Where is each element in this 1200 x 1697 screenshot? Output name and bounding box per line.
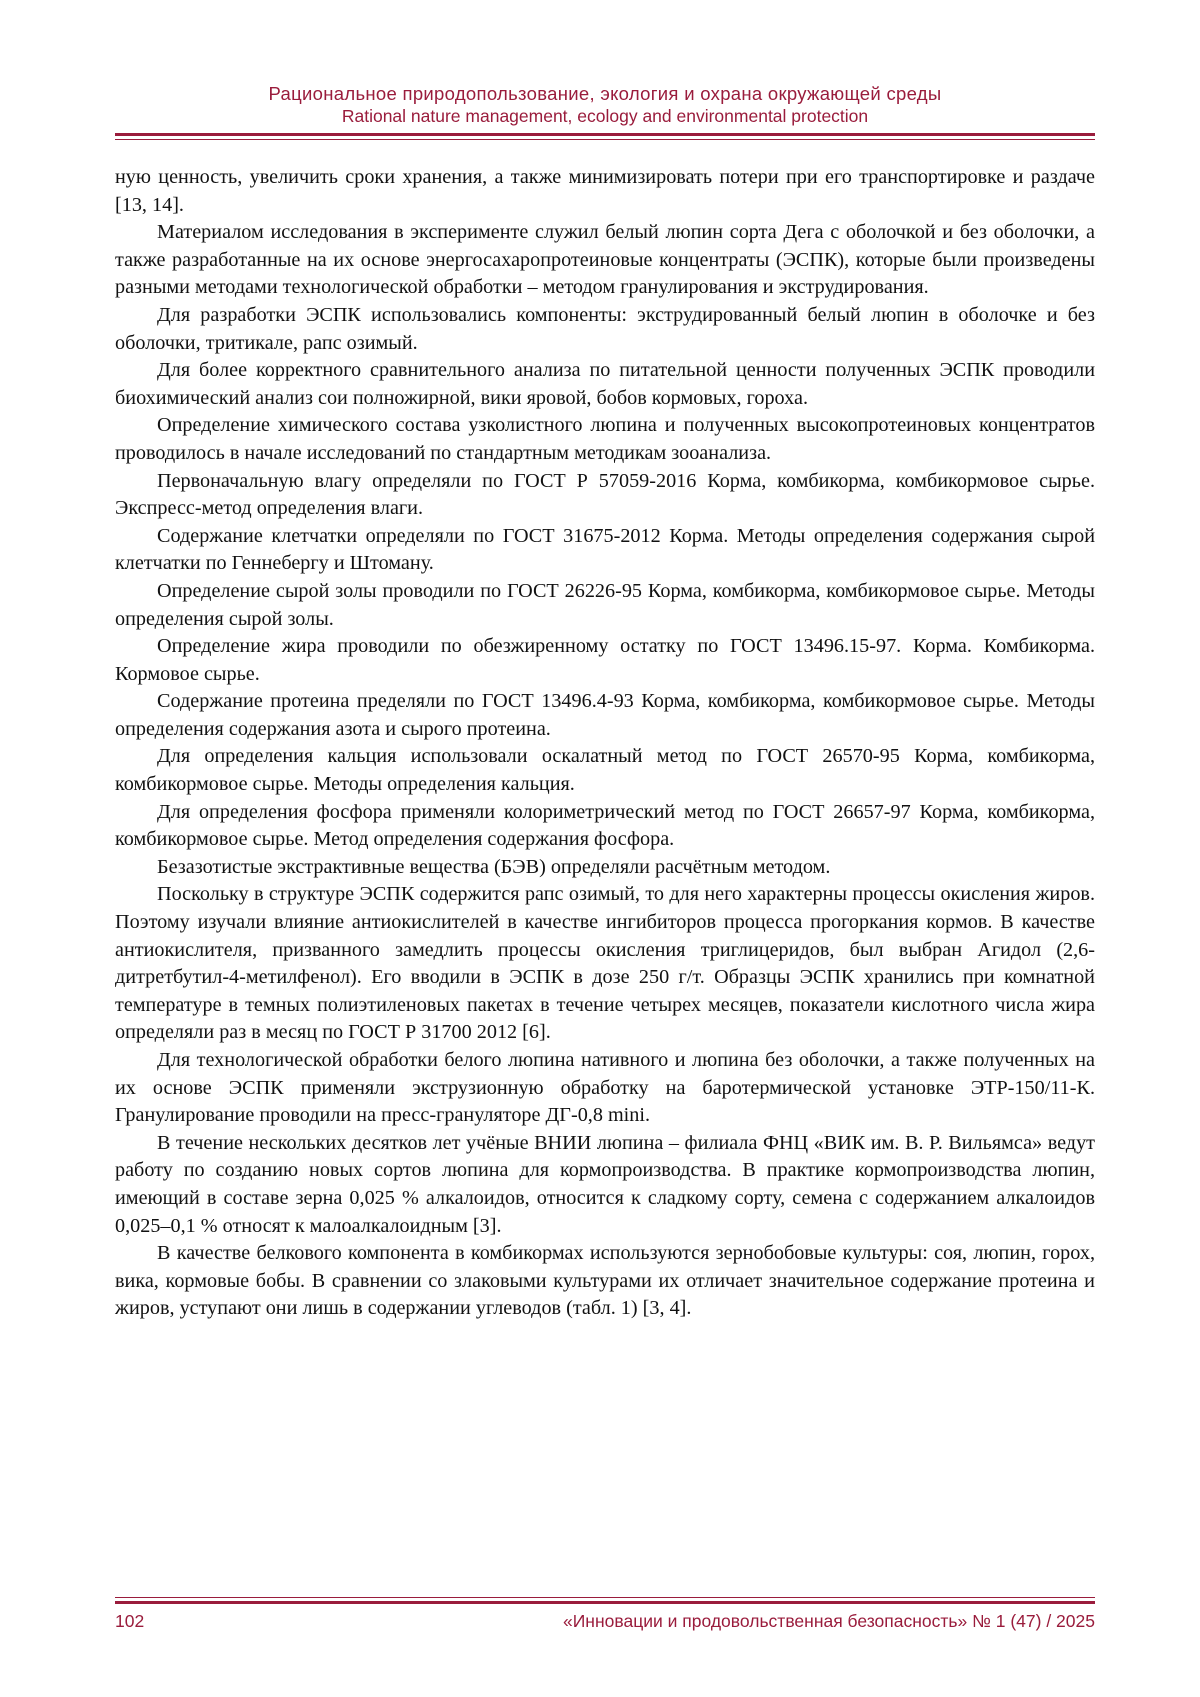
paragraph: В течение нескольких десятков лет учёные ВНИИ люпина – филиала ФНЦ «ВИК им. В. Р. Вильямса» ведут работу по созданию новых сортов люпина для кормопроизводства. В практике кормопроизводства люпин, имеющий в составе зерна 0,025 % алкалоидов, относится к сладкому сорту, семена с содержанием алкалоидов 0,025–0,1 % относят к малоалкалоидным [3].: [115, 1131, 1095, 1237]
footer-rule-thin: [115, 1597, 1095, 1598]
journal-citation: «Инновации и продовольственная безопасность» № 1 (47) / 2025: [563, 1611, 1095, 1631]
paragraph: Содержание протеина пределяли по ГОСТ 13496.4-93 Корма, комбикорма, комбикормовое сырье. Методы определения содержания азота и сырого протеина.: [115, 690, 1095, 740]
paragraph: Материалом исследования в эксперименте служил белый люпин сорта Дега с оболочкой и без оболочки, а также разработанные на их основе энергосахаропротеиновые концентраты (ЭСПК), которые были произведены разными методами технологической обработки – методом гранулирования и экструдирования.: [115, 221, 1095, 299]
header-rule-thin: [115, 139, 1095, 140]
paragraph: Определение жира проводили по обезжиренному остатку по ГОСТ 13496.15-97. Корма. Комбикорма. Кормовое сырье.: [115, 635, 1095, 685]
paragraph: Для технологической обработки белого люпина нативного и люпина без оболочки, а также полученных на их основе ЭСПК применяли экструзионную обработку на баротермической установке ЭТР-150/11-К. Гранулирование проводили на пресс-грануляторе ДГ-0,8 mini.: [115, 1049, 1095, 1127]
paragraph: ную ценность, увеличить сроки хранения, а также минимизировать потери при его транспортировке и раздаче [13, 14].: [115, 166, 1095, 216]
header-rule-thick: [115, 133, 1095, 136]
paragraph: Для разработки ЭСПК использовались компоненты: экструдированный белый люпин в оболочке и без оболочки, тритикале, рапс озимый.: [115, 303, 1095, 354]
running-header: [115, 82, 1095, 127]
running-footer: [115, 1608, 1095, 1634]
paragraph: Первоначальную влагу определяли по ГОСТ Р 57059-2016 Корма, комбикорма, комбикормовое сырье. Экспресс-метод определения влаги.: [115, 469, 1095, 520]
footer-rule-thick: [115, 1601, 1095, 1604]
paragraph: В качестве белкового компонента в комбикормах используются зернобобовые культуры: соя, люпин, горох, вика, кормовые бобы. В сравнении со злаковыми культурами их отличает значительное содержание протеина и жиров, уступают они лишь в содержании углеводов (табл. 1) [3, 4].: [115, 1242, 1095, 1320]
article-body: [115, 164, 1095, 1323]
paragraph: Для более корректного сравнительного анализа по питательной ценности полученных ЭСПК проводили биохимический анализ сои полножирной, вики яровой, бобов кормовых, гороха.: [115, 359, 1095, 409]
paragraph: Определение сырой золы проводили по ГОСТ 26226-95 Корма, комбикорма, комбикормовое сырье. Методы определения сырой золы.: [115, 579, 1095, 630]
paragraph: Поскольку в структуре ЭСПК содержится рапс озимый, то для него характерны процессы окисления жиров. Поэтому изучали влияние антиокислителей в качестве ингибиторов процесса прогоркания кормов. В качестве антиокислителя, призванного замедлить процессы окисления триглицеридов, был выбран Агидол (2,6-дитретбутил-4-метилфенол). Его вводили в ЭСПК в дозе 250 г/т. Образцы ЭСПК хранились при комнатной температуре в темных полиэтиленовых пакетах в течение четырех месяцев, показатели кислотного числа жира определяли раз в месяц по ГОСТ Р 31700 2012 [6].: [115, 883, 1095, 1044]
header-title-en: Rational nature management, ecology and environmental protection: [341, 106, 869, 126]
paragraph: Определение химического состава узколистного люпина и полученных высокопротеиновых концентратов проводилось в начале исследований по стандартным методикам зооанализа.: [115, 414, 1095, 464]
header-title-ru: Рациональное природопользование, экология и охрана окружающей среды: [268, 83, 942, 104]
paragraph: Безазотистые экстрактивные вещества (БЭВ) определяли расчётным методом.: [157, 855, 831, 878]
paragraph: Содержание клетчатки определяли по ГОСТ 31675-2012 Корма. Методы определения содержания сырой клетчатки по Геннебергу и Штоману.: [115, 524, 1095, 575]
page-number: 102: [115, 1611, 145, 1631]
paragraph: Для определения кальция использовали оскалатный метод по ГОСТ 26570-95 Корма, комбикорма, комбикормовое сырье. Методы определения кальция.: [115, 745, 1095, 796]
paragraph: Для определения фосфора применяли колориметрический метод по ГОСТ 26657-97 Корма, комбикорма, комбикормовое сырье. Метод определения содержания фосфора.: [115, 800, 1095, 851]
